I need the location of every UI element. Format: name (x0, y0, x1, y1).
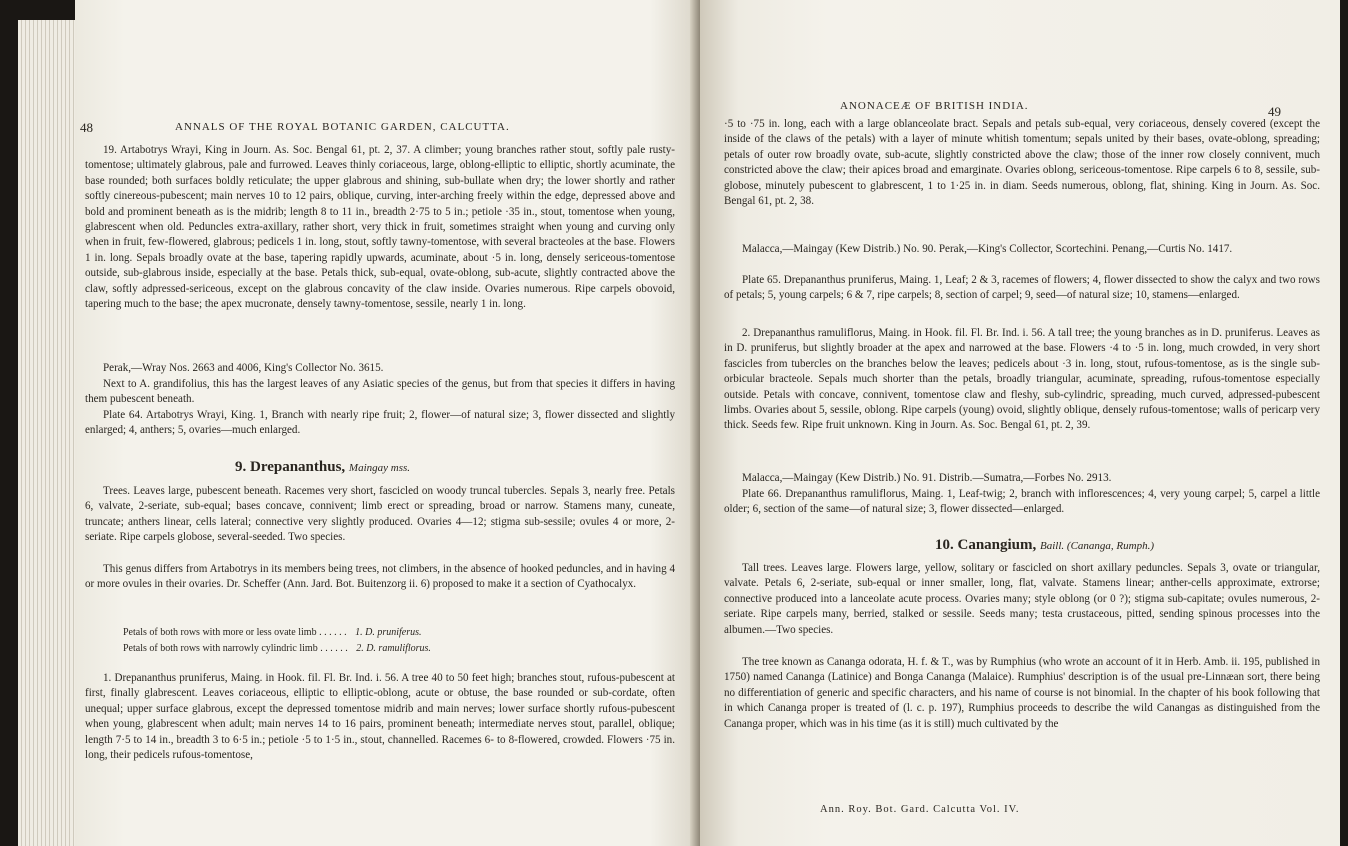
genus-name: 9. Drepananthus, (235, 459, 346, 475)
plate-65-caption: Plate 65. Drepananthus pruniferus, Maing. 1, Leaf; 2 & 3, racemes of flowers; 4, flower dissected to show the calyx and two rows of petals; 5, young carpels; 6 & 7, ripe carpels; 8, section of carpel; 9, seed—of natural size; 10, stamens—enlarged. (724, 274, 1320, 302)
species-1-continued: ·5 to ·75 in. long, each with a large oblanceolate bract. Sepals and petals sub-equal, very coriaceous, densely covered (except the inside of the claws of the petals) with a layer of minute whitish tomentum; sepals united by their bases, ovate-oblong, spreading; petals of outer row broadly ovate, sub-acute, slightly constricted above the claw; those of the inner row closely connivent, much constricted above the claw; their apices broad and emarginate. Ovaries oblong, sericeous-tomentose. Ripe carpels 6 to 8, sessile, sub-globose, minutely pubescent to glabrescent, 1 to 1·25 in. in diam. Seeds numerous, oblong, flat, shining. King in Journ. As. Soc. Bengal 61, pt. 2, 38. (724, 118, 1320, 208)
running-head: ANNALS OF THE ROYAL BOTANIC GARDEN, CALCUTTA. (175, 121, 510, 133)
genus-note: This genus differs from Artabotrys in its members being trees, not climbers, in the absence of hooked peduncles, and in having 4 or more ovules in their ovaries. Dr. Scheffer (Ann. Jard. Bot. Buitenzorg ii. 6) proposed to make it a section of Cyathocalyx. (85, 563, 675, 591)
key-taxon: 2. D. ramuliflorus. (356, 643, 431, 654)
key-text: Petals of both rows with narrowly cylindric limb . . . . . . (123, 643, 348, 654)
page-number: 49 (1268, 104, 1281, 119)
genus-heading (235, 459, 410, 476)
specimen-citation: Perak,—Wray Nos. 2663 and 4006, King's Collector No. 3615. (103, 362, 384, 374)
species-1-description: 1. Drepananthus pruniferus, Maing. in Hook. fil. Fl. Br. Ind. i. 56. A tree 40 to 50 feet high; branches stout, rufous-pubescent at first, finally glabrescent. Leaves coriaceous, elliptic to elliptic-oblong, acute or obtuse, the base rounded or sub-cordate, often unequal; upper surface glabrous, except the depressed tomentose midrib and main nerves; lower surface shortly rufous-pubescent when young, glabrescent when adult; main nerves 14 to 16 pairs, prominent beneath; intermediate nerves stout, parallel, oblique; length 7·5 to 14 in., breadth 3 to 6·5 in.; petiole ·5 to 1·5 in., stout, channelled. Racemes 6- to 8-flowered, crowded. Flowers ·75 in. long, their pedicels rufous-tomentose, (85, 672, 675, 762)
page-edges (18, 20, 78, 846)
species-2-description: 2. Drepananthus ramuliflorus, Maing. in Hook. fil. Fl. Br. Ind. i. 56. A tall tree; the young branches as in D. pruniferus. Leaves as in D. pruniferus, but slightly broader at the apex and narrowed at the base. Flowers ·4 to ·5 in. long, much crowded, in very short fascicles from tubercles on the branches below the leaves; pedicels about ·3 in. long, stout, rufous-tomentose, as is the single sub-orbicular bracteole. Sepals much shorter than the petals, broadly triangular, acuminate, spreading, rufous-tomentose especially outside. Petals with concave, connivent, tomentose claw and fleshy, sub-cylindric, spreading, much curved, adpressed-pubescent limbs. Ovaries about 5, sessile, oblong. Ripe carpels (young) ovoid, slightly oblique, densely rufous-tomentose; walls of pericarp very thick. Seeds few. Ripe fruit unknown. King in Journ. As. Soc. Bengal 61, pt. 2, 39. (724, 327, 1320, 432)
page-number: 48 (80, 120, 93, 135)
right-page (700, 0, 1340, 846)
plate-64-caption: Plate 64. Artabotrys Wrayi, King. 1, Branch with nearly ripe fruit; 2, flower—of natural size; 3, flower dissected and slightly enlarged; 4, anthers; 5, ovaries—much enlarged. (85, 409, 675, 437)
genus-name: 10. Canangium, (935, 537, 1037, 553)
specimen-citation: Malacca,—Maingay (Kew Distrib.) No. 91. Distrib.—Sumatra,—Forbes No. 2913. (742, 472, 1112, 484)
remark: Next to A. grandifolius, this has the largest leaves of any Asiatic species of the genus, but from that species it differs in having them pubescent beneath. (85, 378, 675, 406)
key-row-2 (123, 643, 431, 654)
key-taxon: 1. D. pruniferus. (355, 627, 422, 638)
genus-heading (935, 537, 1154, 554)
genus-note: The tree known as Cananga odorata, H. f. & T., was by Rumphius (who wrote an account of it in Herb. Amb. ii. 195, published in 1750) named Cananga (Latinice) and Bonga Cananga (Malaice). Rumphius' description is of the usual pre-Linnæan sort, there being no differentiation of generic and specific characters, and his name of course is not binomial. In the chapter of his book following that in which Cananga proper is treated of (l. c. p. 197), Rumphius proceeds to describe the wild Canangas as distinguished from the Cananga proper, which was in his time (as it is still) much cultivated by the (724, 656, 1320, 730)
plate-66-caption: Plate 66. Drepananthus ramuliflorus, Maing. 1, Leaf-twig; 2, branch with inflorescences; 4, very young carpel; 5, carpel a little older; 6, section of the same—of natural size; 3, flower dissected—enlarged. (724, 488, 1320, 516)
species-19-description: 19. Artabotrys Wrayi, King in Journ. As. Soc. Bengal 61, pt. 2, 37. A climber; young branches rather stout, softly pale rusty-tomentose; ultimately glabrous, pale and furrowed. Leaves thinly coriaceous, large, oblong-elliptic to elliptic, shortly acuminate, the base rounded; both surfaces boldly reticulate; the upper glabrous and shining, sub-bullate when dry; the lower shortly and rather softly cinereous-pubescent; main nerves 10 to 12 pairs, oblique, curving, inter-arching freely within the edge, depressed above and bold and prominent beneath as is the midrib; length 8 to 11 in., breadth 2·75 to 5 in.; petiole ·35 in., stout, tomentose when young, glabrescent when old. Peduncles extra-axillary, rather short, very thick in fruit, sometimes straight when young and curving only when in fruit, few-flowered, glabrous; pedicels 1 in. long, stout, softly tawny-tomentose, with several bracteoles at the base. Flowers 1 in. long. Sepals broadly ovate at the base, tapering rapidly upwards, acuminate, about ·5 in. long, densely sericeous-tomentose outside, sub-glabrous inside, especially at the base. Petals thick, sub-equal, ovate-oblong, sub-acute, slightly contracted above the claw, softly adpressed-sericeous, except on the glabrous concavity of the claw inside. Ovaries numerous. Ripe carpels obovoid, tapering much to the base; the apex mucronate, densely tawny-tomentose, sessile, nearly 1 in. long. (85, 144, 675, 311)
genus-author: Baill. (Cananga, Rumph.) (1040, 540, 1154, 552)
running-head: ANONACEÆ OF BRITISH INDIA. (840, 100, 1029, 112)
left-page (75, 0, 700, 846)
specimen-citation: Malacca,—Maingay (Kew Distrib.) No. 90. Perak,—King's Collector, Scortechini. Penang,—Curtis No. 1417. (742, 243, 1233, 255)
genus-description: Trees. Leaves large, pubescent beneath. Racemes very short, fascicled on woody truncal tubercles. Sepals 3, nearly free. Petals 6, valvate, 2-seriate, sub-equal; bases concave, connivent; limb erect or spreading, broad or narrow. Stamens many, cuneate, truncate; anthers linear, cells lateral; connective very slightly produced. Ovaries 4—12; stigma sub-sessile; ovules 4 or more, 2-seriate. Ripe carpels globose, several-seeded. Two species. (85, 485, 675, 544)
genus-description: Tall trees. Leaves large. Flowers large, yellow, solitary or fascicled on short axillary peduncles. Sepals 3, ovate or triangular, valvate. Petals 6, 2-seriate, sub-equal or inner smaller, long, flat, valvate. Stamens linear; anther-cells approximate, extrorse; connective produced into a lanceolate acute process. Ovaries many; style oblong (or 0 ?); stigma sub-capitate; ovules numerous, 2-seriate. Ripe carpels many, berried, stalked or sessile. Seeds many; testa crustaceous, pitted, sending spinous processes into the albumen.—Two species. (724, 562, 1320, 636)
genus-author: Maingay mss. (348, 462, 411, 474)
key-text: Petals of both rows with more or less ovate limb . . . . . . (123, 627, 347, 638)
key-row-1 (123, 627, 422, 638)
page-footer: Ann. Roy. Bot. Gard. Calcutta Vol. IV. (820, 804, 1020, 815)
